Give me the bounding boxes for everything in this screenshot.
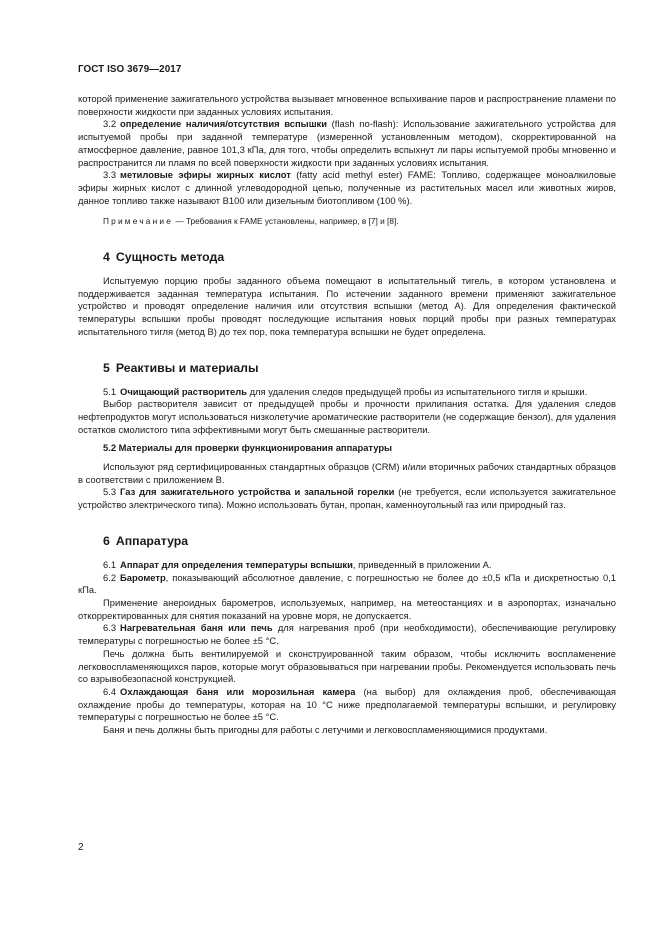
section-title: Сущность метода: [115, 250, 225, 265]
definition-text: (flash no-flash): Использование зажигательного устройства для испытуемой пробы при заданной температуре (измеренной установленным методом), скорректированной на атмосферное давление, равное 101,3 кПа, для того, чтобы определить вспыхнут ли пары испытуемой пробы мгновенно и распространится ли пламя по всей поверхности жидкости при заданных условиях испытания.: [78, 118, 616, 168]
clause-6-3: [78, 622, 616, 647]
definition-text: (fatty acid methyl ester) FAME: Топливо, содержащее моноалкиловые эфиры жирных кислот с длинной углеводородной цепью, полученные из растительных масел или животных жиров, данное топливо также называют B100 или дизельным биотопливом (100 %).: [78, 169, 616, 206]
clause-number: 6.2: [103, 571, 117, 583]
clause-6-4: [78, 686, 616, 724]
term: метиловые эфиры жирных кислот: [120, 169, 291, 181]
term: Охлаждающая баня или морозильная камера: [120, 685, 356, 697]
clause-text: (на выбор) для охлаждения проб, обеспечивающая охлаждение пробы до температуры, которая на 10 °С ниже предполагаемой температуры вспышки, и регулировку температуры с погрешностью не более ±5 °С.: [78, 685, 617, 723]
section-title: Аппаратура: [115, 533, 189, 548]
clause-number: 6.4: [103, 685, 117, 697]
paragraph: Испытуемую порцию пробы заданного объема помещают в испытательный тигель, в котором установлена и поддерживается заданная температура испытания. По истечении заданного времени применяют зажигательное устройство и проводят определение наличия или отсутствия вспышки (метод А). Для определения фактической температуры вспышки пробы проводят последующие испытания новых порций пробы при разных температурах испытательного тигля (метод В) до тех пор, пока температура вспышки не будет определена.: [78, 275, 616, 337]
term: Очищающий растворитель: [120, 385, 247, 397]
paragraph: Используют ряд сертифицированных стандартных образцов (CRM) и/или вторичных рабочих стандартных образцов в соответствии с приложением В.: [78, 461, 616, 485]
clause-number: 6.3: [103, 622, 117, 634]
clause-number: 5.3: [103, 486, 117, 498]
clause-text: , показывающий абсолютное давление, с погрешностью не более до ±0,5 кПа и дискретностью 0,1 кПа.: [78, 571, 616, 596]
standard-header: ГОСТ ISO 3679—2017: [78, 64, 182, 75]
clause-text: для удаления следов предыдущей пробы из испытательного тигля и крышки.: [246, 385, 588, 397]
clause-6-2: [78, 572, 616, 597]
term: Нагревательная баня или печь: [120, 622, 273, 634]
section-heading: [103, 534, 616, 548]
section-heading: [103, 250, 616, 264]
clause-number: 3.3: [103, 169, 117, 181]
definition-continuation: которой применение зажигательного устройства вызывает мгновенное вспыхивание паров и распространение пламени по поверхности жидкости при заданных условиях испытания.: [78, 93, 616, 117]
paragraph: Применение анероидных барометров, используемых, например, на метеостанциях и в аэропортах, изначально откорректированных для снятия показаний на уровне моря, не допускается.: [78, 596, 616, 621]
section-title: Реактивы и материалы: [115, 360, 259, 375]
paragraph: Печь должна быть вентилируемой и сконструированной таким образом, чтобы исключить воспламенение легковоспламеняющихся паров, которые могут образовываться при нагревании пробы. Рекомендуется использовать печь со взрывобезопасной конструкцией.: [78, 647, 616, 685]
term: Газ для зажигательного устройства и запальной горелки: [120, 486, 395, 498]
paragraph: Выбор растворителя зависит от предыдущей пробы и прочности прилипания остатка. Для удаления следов нефтепродуктов могут использоваться низколетучие ароматические растворители (не содержащие бензол), для удаления остатков смолистого типа эффективными могут быть смешанные растворители.: [78, 398, 616, 435]
term: Аппарат для определения температуры вспышки: [120, 558, 353, 570]
section-number: 6: [103, 533, 110, 548]
subheading: 5.2 Материалы для проверки функционирования аппаратуры: [103, 442, 393, 454]
note-text: — Требования к FAME установлены, например, в [7] и [8].: [173, 216, 399, 227]
clause-5-2: [78, 442, 616, 455]
clause-5-3: [78, 486, 616, 511]
section-number: 4: [103, 250, 110, 265]
clause-5-1: [78, 386, 616, 399]
note: [78, 215, 616, 228]
clause-number: 6.1: [103, 558, 117, 570]
section-number: 5: [103, 360, 110, 375]
clause-text: для нагревания проб (при необходимости), обеспечивающие регулировку температуры с погрешностью не более ±5 °С.: [78, 622, 616, 647]
term: Барометр: [120, 571, 166, 583]
term: определение наличия/отсутствия вспышки: [120, 118, 327, 130]
clause-6-1: [78, 559, 616, 572]
section-heading: [103, 361, 616, 375]
note-label: Примечание: [103, 216, 174, 227]
clause-text: (не требуется, если используется зажигательное устройство электрического типа). Можно использовать бутан, пропан, каменноугольный газ или природный газ.: [78, 486, 616, 511]
paragraph: Баня и печь должны быть пригодны для работы с летучими и легковоспламеняющимися продуктами.: [103, 724, 548, 736]
clause-number: 3.2: [103, 118, 117, 130]
page-content: [78, 93, 616, 737]
page-number: 2: [78, 842, 84, 853]
definition-3-3: [78, 169, 616, 207]
clause-number: 5.1: [103, 385, 117, 397]
clause-text: , приведенный в приложении А.: [352, 558, 492, 570]
definition-3-2: [78, 118, 616, 169]
